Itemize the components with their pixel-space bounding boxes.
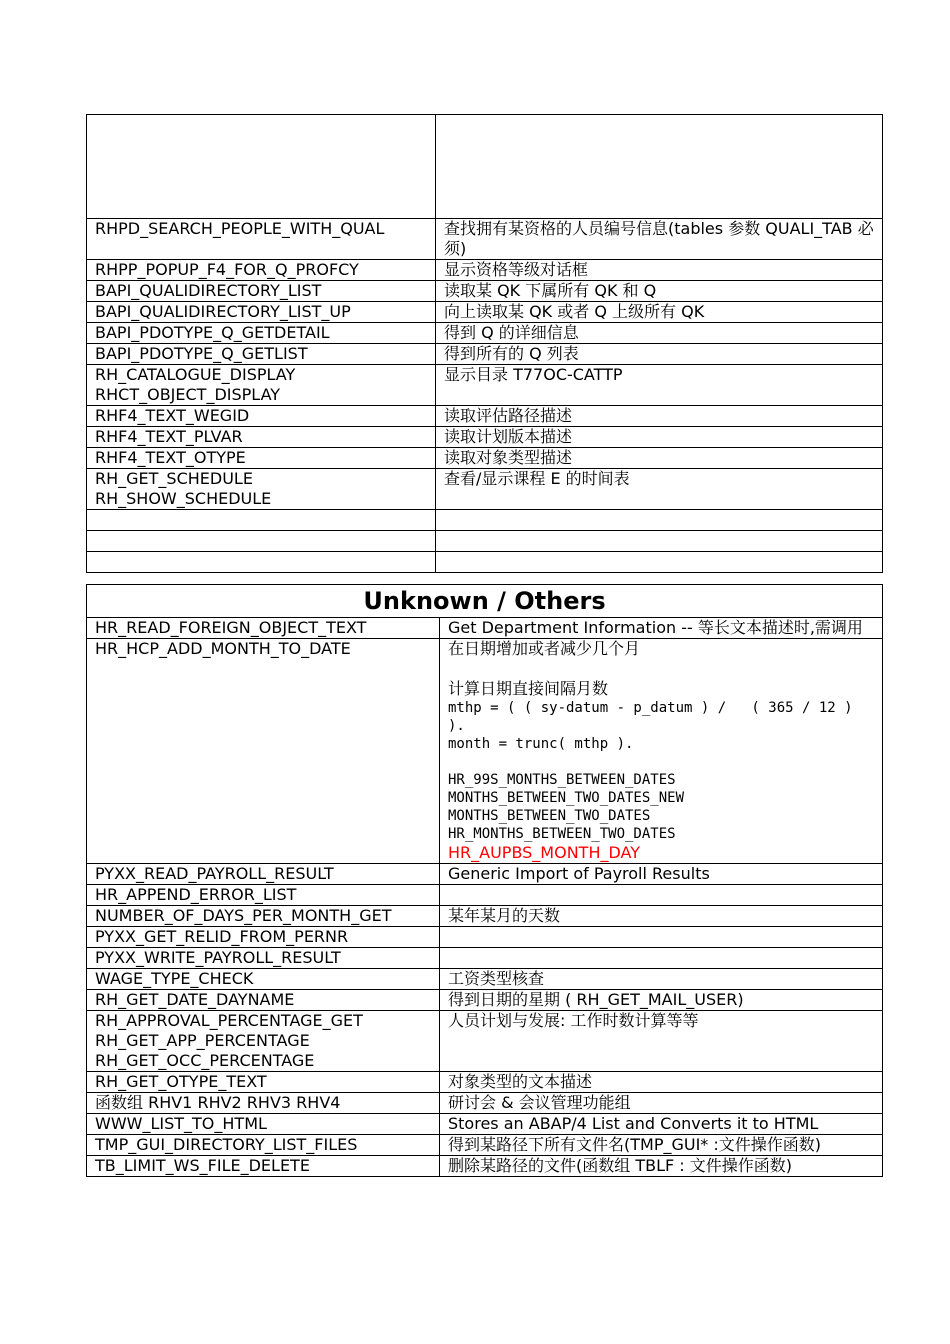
function-name-cell: BAPI_QUALIDIRECTORY_LIST_UP <box>87 302 436 323</box>
description-cell <box>440 906 883 927</box>
table-row <box>87 1135 883 1156</box>
function-name-cell: NUMBER_OF_DAYS_PER_MONTH_GET <box>87 906 440 927</box>
description-cell <box>436 219 883 260</box>
description-text: 读取计划版本描述 <box>444 427 573 446</box>
function-name-cell: RH_CATALOGUE_DISPLAY RHCT_OBJECT_DISPLAY <box>87 365 436 406</box>
description-cell <box>436 323 883 344</box>
description-cell <box>436 552 883 573</box>
function-name-cell: RHPP_POPUP_F4_FOR_Q_PROFCY <box>87 260 436 281</box>
description-text: 删除某路径的文件(函数组 TBLF : 文件操作函数) <box>448 1156 793 1175</box>
table-row <box>87 948 883 969</box>
description-cell <box>440 927 883 948</box>
description-text: 读取评估路径描述 <box>444 406 573 425</box>
description-cell <box>436 510 883 531</box>
description-text: 研讨会 & 会议管理功能组 <box>448 1093 631 1112</box>
description-cell <box>440 1156 883 1177</box>
function-name-cell: RH_GET_OTYPE_TEXT <box>87 1072 440 1093</box>
description-text: 工资类型核查 <box>448 969 545 988</box>
table-row <box>87 969 883 990</box>
description-text: 某年某月的天数 <box>448 906 561 925</box>
table-row <box>87 219 883 260</box>
description-text: 向上读取某 QK 或者 Q 上级所有 QK <box>444 302 705 321</box>
description-cell <box>436 406 883 427</box>
function-name-cell: RH_GET_DATE_DAYNAME <box>87 990 440 1011</box>
table-row <box>87 115 883 219</box>
function-name-cell: RHF4_TEXT_PLVAR <box>87 427 436 448</box>
description-text: 显示目录 T77OC-CATTP <box>444 365 623 384</box>
description-cell <box>436 115 883 219</box>
function-name-cell: RHPD_SEARCH_PEOPLE_WITH_QUAL <box>87 219 436 260</box>
description-cell <box>440 969 883 990</box>
description-cell <box>440 885 883 906</box>
description-cell <box>440 1072 883 1093</box>
table-row <box>87 365 883 406</box>
description-cell <box>436 469 883 510</box>
table-row <box>87 323 883 344</box>
description-cell <box>440 1135 883 1156</box>
table-row <box>87 1114 883 1135</box>
function-name-cell: BAPI_PDOTYPE_Q_GETLIST <box>87 344 436 365</box>
function-name-cell: TMP_GUI_DIRECTORY_LIST_FILES <box>87 1135 440 1156</box>
table-row <box>87 1011 883 1072</box>
description-text: 读取某 QK 下属所有 QK 和 Q <box>444 281 657 300</box>
description-cell <box>440 948 883 969</box>
description-cell <box>440 990 883 1011</box>
code-snippet: mthp = ( ( sy-datum - p_datum ) / ( 365 / 12 ) ). month = trunc( mthp ). HR_99S_MONTHS_BETWEEN_DATES MONTHS_BETWEEN_TWO_DATES_NEW MONTHS_BETWEEN_TWO_DATES HR_MONTHS_BETWEEN_TWO_DATES <box>448 700 853 842</box>
function-name-cell: WWW_LIST_TO_HTML <box>87 1114 440 1135</box>
description-text: 对象类型的文本描述 <box>448 1072 593 1091</box>
description-cell <box>440 1011 883 1072</box>
table-row <box>87 864 883 885</box>
function-table-2 <box>86 584 883 1177</box>
description-cell <box>440 1114 883 1135</box>
description-text: 得到所有的 Q 列表 <box>444 344 579 363</box>
table-row <box>87 639 883 864</box>
table-row <box>87 510 883 531</box>
description-cell <box>436 448 883 469</box>
function-name-cell: BAPI_PDOTYPE_Q_GETDETAIL <box>87 323 436 344</box>
description-text: 人员计划与发展: 工作时数计算等等 <box>448 1011 699 1030</box>
function-name-cell: RHF4_TEXT_OTYPE <box>87 448 436 469</box>
function-name-cell <box>87 115 436 219</box>
function-name-cell: BAPI_QUALIDIRECTORY_LIST <box>87 281 436 302</box>
description-cell <box>440 618 883 639</box>
description-cell <box>436 260 883 281</box>
table-row <box>87 427 883 448</box>
function-name-cell: RH_GET_SCHEDULE RH_SHOW_SCHEDULE <box>87 469 436 510</box>
description-cell <box>440 1093 883 1114</box>
description-cell <box>436 427 883 448</box>
description-cell <box>440 864 883 885</box>
description-text: 在日期增加或者减少几个月 计算日期直接间隔月数 <box>448 639 641 698</box>
table-row <box>87 302 883 323</box>
section-heading: Unknown / Others <box>87 585 883 618</box>
function-name-cell: 函数组 RHV1 RHV2 RHV3 RHV4 <box>87 1093 440 1114</box>
table-row <box>87 260 883 281</box>
table-row <box>87 406 883 427</box>
description-text: 得到日期的星期 ( RH_GET_MAIL_USER) <box>448 990 744 1009</box>
function-name-cell: PYXX_READ_PAYROLL_RESULT <box>87 864 440 885</box>
function-name-cell: HR_HCP_ADD_MONTH_TO_DATE <box>87 639 440 864</box>
function-name-cell <box>87 531 436 552</box>
description-cell <box>436 281 883 302</box>
description-text: 查看/显示课程 E 的时间表 <box>444 469 630 488</box>
function-name-cell: WAGE_TYPE_CHECK <box>87 969 440 990</box>
function-name-cell: HR_APPEND_ERROR_LIST <box>87 885 440 906</box>
function-name-cell: RH_APPROVAL_PERCENTAGE_GET RH_GET_APP_PERCENTAGE RH_GET_OCC_PERCENTAGE <box>87 1011 440 1072</box>
description-text: Get Department Information -- 等长文本描述时,需调用 <box>448 618 863 637</box>
table-row <box>87 448 883 469</box>
description-text: 得到 Q 的详细信息 <box>444 323 579 342</box>
function-name-cell <box>87 552 436 573</box>
table-row <box>87 552 883 573</box>
description-text: 显示资格等级对话框 <box>444 260 589 279</box>
function-name-cell: PYXX_WRITE_PAYROLL_RESULT <box>87 948 440 969</box>
section-heading-row <box>87 585 883 618</box>
description-text: Stores an ABAP/4 List and Converts it to HTML <box>448 1114 819 1133</box>
table-row <box>87 1156 883 1177</box>
function-name-cell: HR_READ_FOREIGN_OBJECT_TEXT <box>87 618 440 639</box>
table-row <box>87 281 883 302</box>
table-row <box>87 1072 883 1093</box>
description-cell <box>440 639 883 864</box>
table-row <box>87 927 883 948</box>
function-name-cell <box>87 510 436 531</box>
table-row <box>87 469 883 510</box>
description-cell <box>436 344 883 365</box>
description-text: 查找拥有某资格的人员编号信息(tables 参数 QUALI_TAB 必须) <box>444 219 874 258</box>
function-name-cell: RHF4_TEXT_WEGID <box>87 406 436 427</box>
description-cell <box>436 531 883 552</box>
highlighted-function-name: HR_AUPBS_MONTH_DAY <box>448 843 640 862</box>
table-row <box>87 885 883 906</box>
description-text: 得到某路径下所有文件名(TMP_GUI* :文件操作函数) <box>448 1135 822 1154</box>
description-text: 读取对象类型描述 <box>444 448 573 467</box>
table-row <box>87 344 883 365</box>
description-text: Generic Import of Payroll Results <box>448 864 710 883</box>
function-name-cell: TB_LIMIT_WS_FILE_DELETE <box>87 1156 440 1177</box>
description-cell <box>436 302 883 323</box>
table-row <box>87 531 883 552</box>
function-name-cell: PYXX_GET_RELID_FROM_PERNR <box>87 927 440 948</box>
function-table-1 <box>86 114 883 573</box>
table-row <box>87 990 883 1011</box>
table-row <box>87 906 883 927</box>
description-cell <box>436 365 883 406</box>
table-row <box>87 618 883 639</box>
table-row <box>87 1093 883 1114</box>
